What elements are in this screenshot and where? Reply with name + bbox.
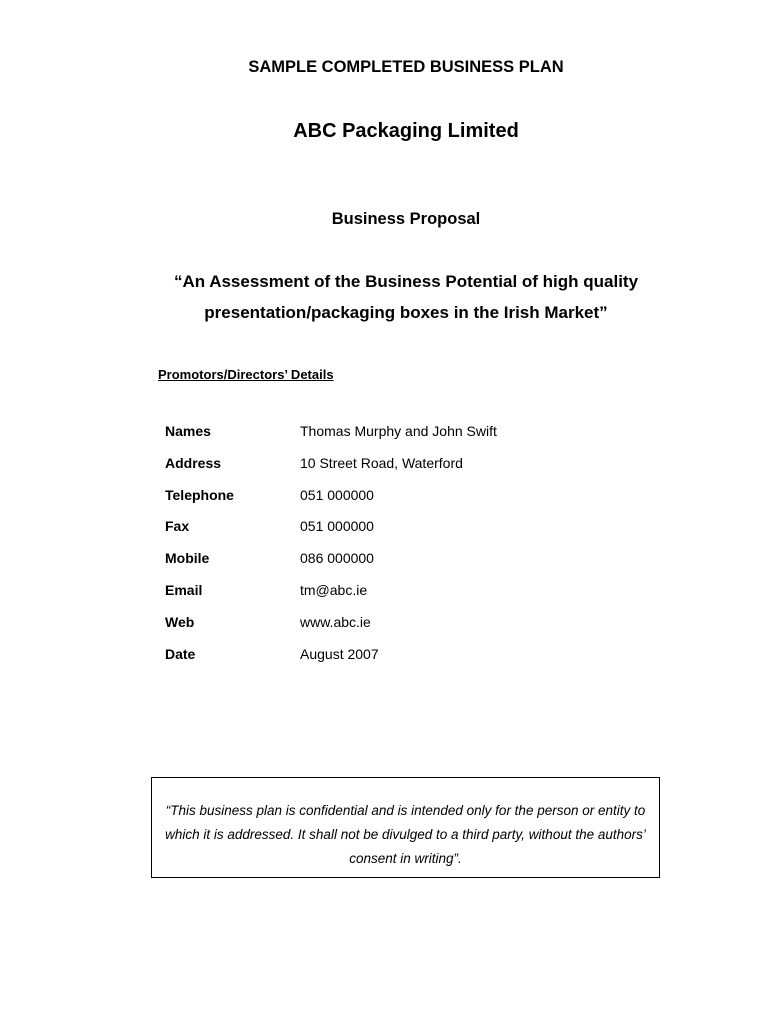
confidentiality-notice-text: “This business plan is confidential and is intended only for the person or entity to which it is addressed. It shall not be divulged to a third party, without the authors’ consent in writing”. (165, 803, 646, 866)
detail-value: 051 000000 (300, 486, 374, 503)
detail-row-telephone (165, 485, 585, 517)
detail-value: 10 Street Road, Waterford (300, 454, 463, 471)
detail-value: August 2007 (300, 645, 379, 662)
detail-value: tm@abc.ie (300, 581, 368, 598)
detail-label: Names (165, 423, 211, 439)
detail-row-mobile (165, 548, 585, 580)
detail-row-address (165, 453, 585, 485)
company-name: ABC Packaging Limited (293, 120, 519, 142)
detail-label: Address (165, 454, 222, 471)
detail-label: Email (165, 581, 203, 598)
detail-row-email (165, 580, 585, 612)
detail-label: Web (165, 613, 195, 630)
document-title: SAMPLE COMPLETED BUSINESS PLAN (248, 58, 564, 76)
detail-row-date (165, 644, 585, 676)
detail-label: Mobile (165, 550, 210, 567)
detail-value: Thomas Murphy and John Swift (300, 423, 497, 439)
detail-row-web (165, 612, 585, 644)
detail-row-fax (165, 516, 585, 548)
directors-details-table (165, 421, 585, 675)
confidentiality-notice-box (151, 777, 660, 878)
detail-label: Telephone (165, 486, 234, 503)
detail-value: 051 000000 (300, 518, 374, 535)
directors-details-heading: Promotors/Directors’ Details (158, 367, 334, 382)
detail-value: 086 000000 (300, 550, 374, 567)
detail-row-names (165, 421, 585, 453)
assessment-title-line-1: “An Assessment of the Business Potential of high quality (173, 272, 639, 291)
proposal-label: Business Proposal (331, 210, 481, 228)
detail-label: Date (165, 645, 196, 662)
detail-label: Fax (165, 518, 190, 535)
assessment-title-line-2: presentation/packaging boxes in the Irish Market” (204, 303, 608, 322)
detail-value: www.abc.ie (300, 613, 371, 630)
